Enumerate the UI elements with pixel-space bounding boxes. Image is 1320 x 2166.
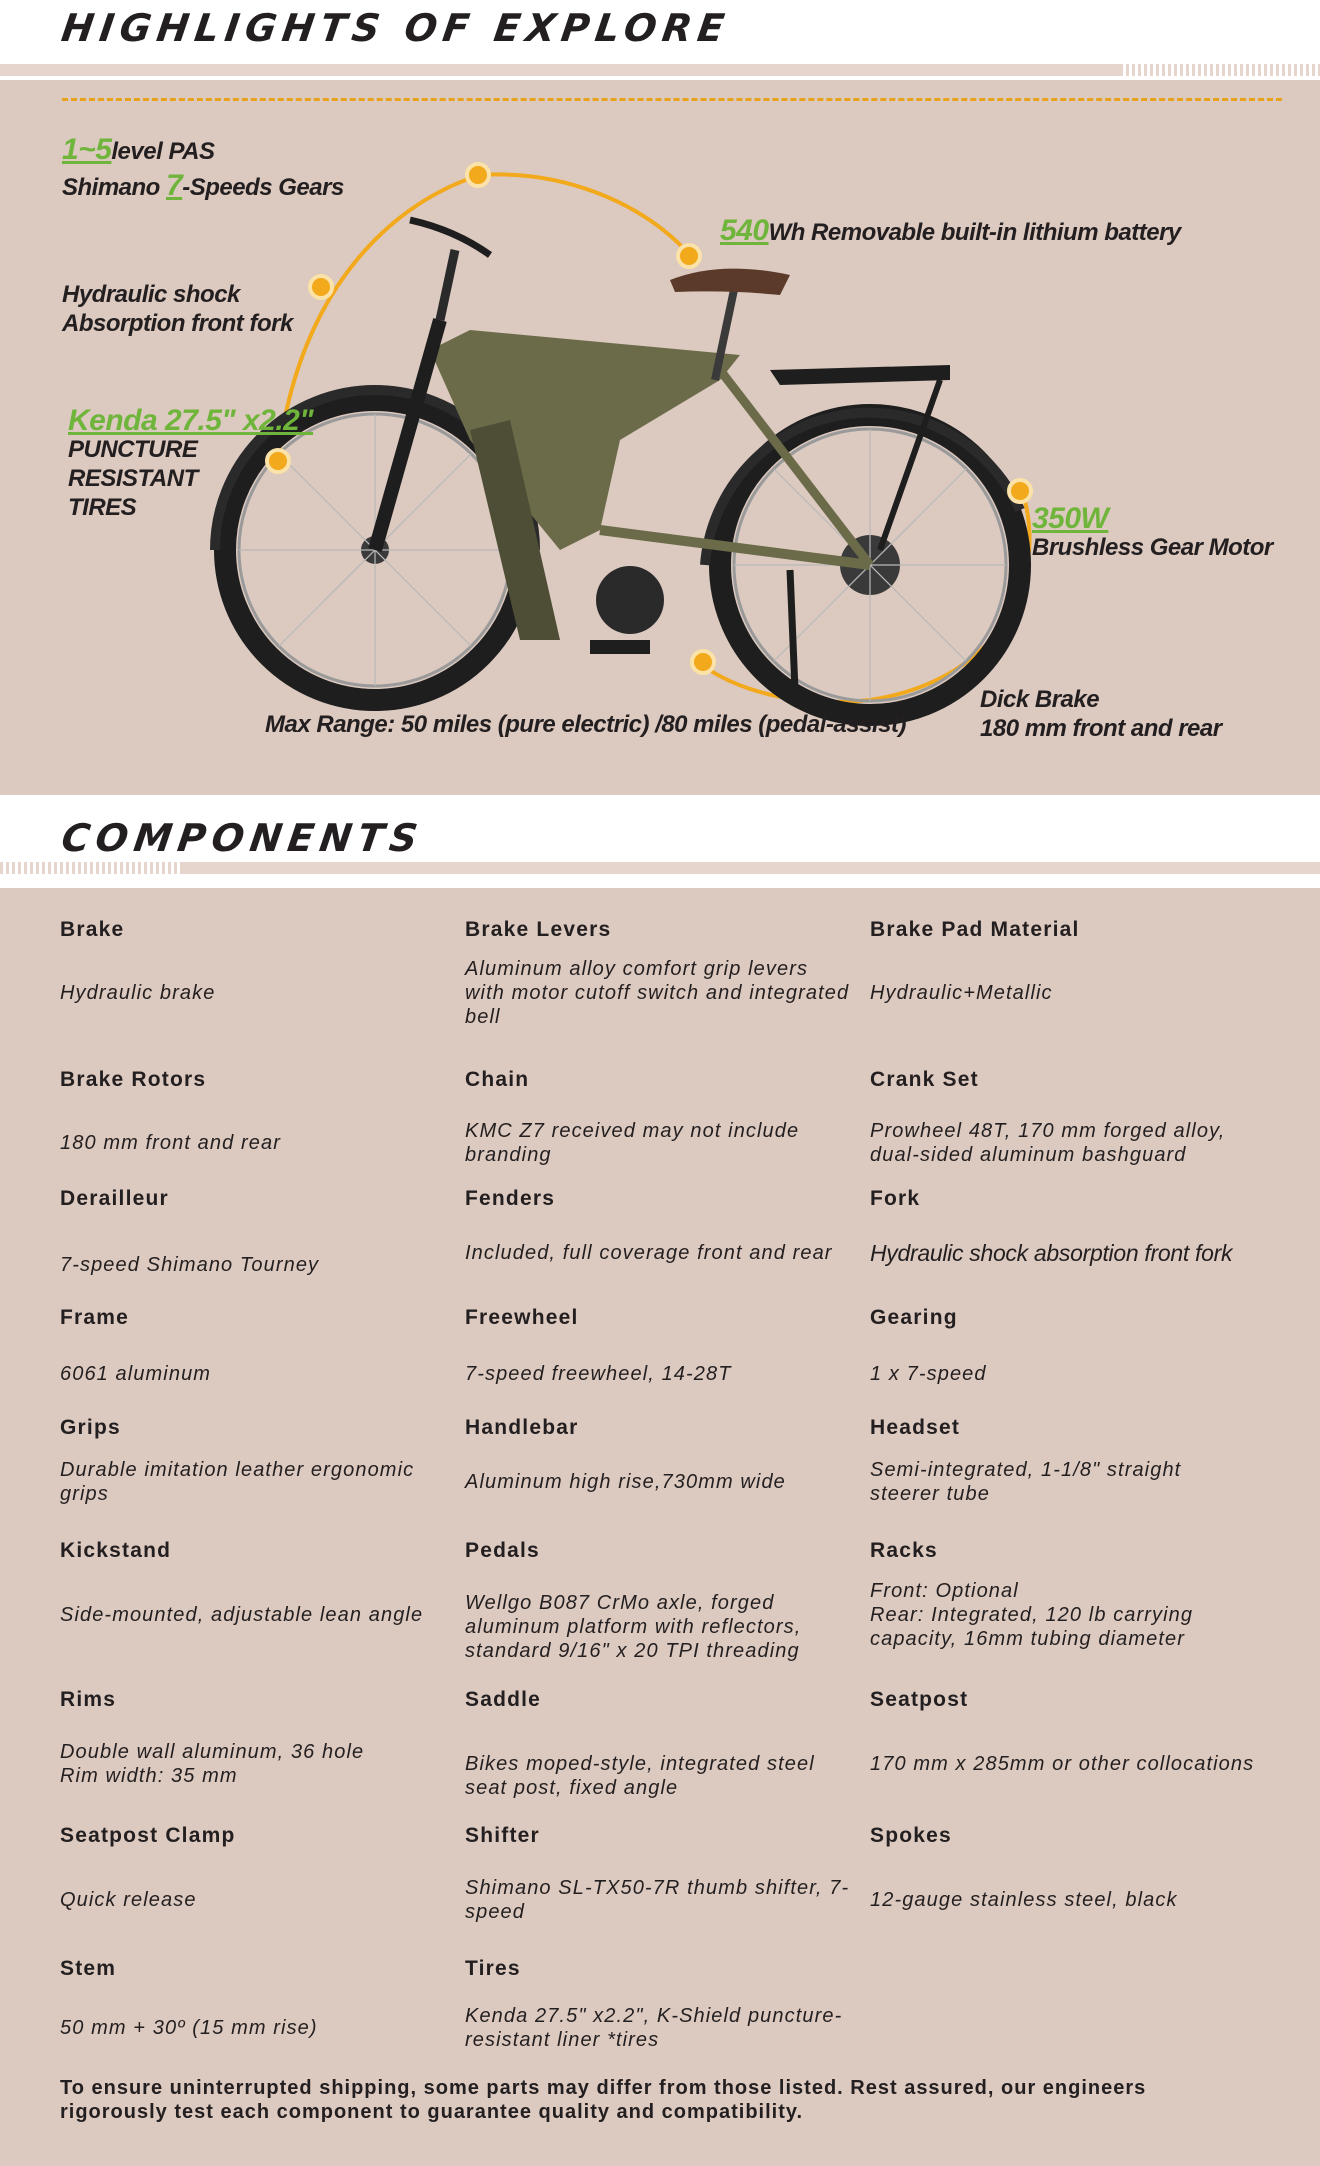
components-title: COMPONENTS <box>58 816 427 860</box>
spec-value: Hydraulic brake <box>60 982 216 1004</box>
spec-name: Fork <box>870 1187 921 1210</box>
spec-value: Included, full coverage front and rear <box>465 1242 833 1264</box>
spec-name: Grips <box>60 1416 121 1439</box>
spec-value: 50 mm + 30º (15 mm rise) <box>60 2017 318 2039</box>
pas-callout: 1~5level PAS <box>62 133 215 166</box>
spec-value: Kenda 27.5" x2.2", K-Shield puncture-resistant liner *tires <box>465 2005 843 2051</box>
highlights-title: HIGHLIGHTS OF EXPLORE <box>58 6 733 50</box>
spec-value: Bikes moped-style, integrated steel seat post, fixed angle <box>465 1753 815 1799</box>
spec-name: Handlebar <box>465 1416 579 1439</box>
spec-name: Pedals <box>465 1539 540 1562</box>
spec-name: Spokes <box>870 1824 952 1847</box>
spec-name: Headset <box>870 1416 961 1439</box>
spec-value: Shimano SL-TX50-7R thumb shifter, 7-speed <box>465 1877 850 1923</box>
spec-name: Gearing <box>870 1306 958 1329</box>
components-panel <box>0 888 1320 2166</box>
spec-name: Freewheel <box>465 1306 579 1329</box>
spec-value: Side-mounted, adjustable lean angle <box>60 1604 424 1626</box>
spec-name: Brake <box>60 918 125 941</box>
spec-value: KMC Z7 received may not include branding <box>465 1120 800 1166</box>
spec-value: 7-speed freewheel, 14-28T <box>465 1363 732 1385</box>
spec-name: Tires <box>465 1957 521 1980</box>
spec-value: Front: Optional Rear: Integrated, 120 lb carrying capacity, 16mm tubing diameter <box>870 1580 1194 1650</box>
spec-name: Brake Rotors <box>60 1068 207 1091</box>
spec-name: Brake Pad Material <box>870 918 1080 941</box>
spec-value: 180 mm front and rear <box>60 1132 281 1154</box>
brake-callout: Dick Brake 180 mm front and rear <box>980 686 1222 742</box>
callout-dot <box>1007 478 1033 504</box>
gears-callout: Shimano 7-Speeds Gears <box>62 169 344 202</box>
spec-name: Brake Levers <box>465 918 612 941</box>
spec-name: Frame <box>60 1306 130 1329</box>
callout-dot <box>690 649 716 675</box>
spec-name: Stem <box>60 1957 117 1980</box>
spec-name: Derailleur <box>60 1187 169 1210</box>
tire-callout: Kenda 27.5" x2.2" PUNCTURE RESISTANT TIRES <box>68 404 314 521</box>
spec-name: Racks <box>870 1539 938 1562</box>
spec-value: 6061 aluminum <box>60 1363 212 1385</box>
spec-value: Durable imitation leather ergonomic grips <box>60 1459 415 1505</box>
spec-value: 1 x 7-speed <box>870 1363 987 1385</box>
spec-value: Aluminum high rise,730mm wide <box>465 1471 786 1493</box>
spec-value: Quick release <box>60 1889 197 1911</box>
spec-name: Shifter <box>465 1824 540 1847</box>
spec-value: Prowheel 48T, 170 mm forged alloy, dual-sided aluminum bashguard <box>870 1120 1226 1166</box>
highlights-panel <box>0 80 1320 795</box>
spec-value: 170 mm x 285mm or other collocations <box>870 1753 1255 1775</box>
range-callout: Max Range: 50 miles (pure electric) /80 miles (pedal-assist) <box>265 711 906 738</box>
spec-name: Seatpost Clamp <box>60 1824 236 1847</box>
fork-callout: Hydraulic shock Absorption front fork <box>62 281 293 337</box>
spec-value: Wellgo B087 CrMo axle, forged aluminum platform with reflectors, standard 9/16" x 20 TPI threading <box>465 1592 802 1662</box>
spec-name: Crank Set <box>870 1068 979 1091</box>
battery-callout: 540Wh Removable built-in lithium battery <box>720 214 1181 247</box>
spec-value: Hydraulic+Metallic <box>870 982 1053 1004</box>
spec-name: Rims <box>60 1688 117 1711</box>
spec-value: 7-speed Shimano Tourney <box>60 1254 320 1276</box>
spec-name: Seatpost <box>870 1688 969 1711</box>
spec-value: Hydraulic shock absorption front fork <box>870 1240 1233 1266</box>
divider <box>0 862 1320 874</box>
spec-value: Semi-integrated, 1-1/8" straight steerer tube <box>870 1459 1182 1505</box>
motor-callout: 350W Brushless Gear Motor <box>1032 502 1273 561</box>
spec-value: Aluminum alloy comfort grip levers with motor cutoff switch and integrated bell <box>465 958 850 1028</box>
spec-value: Double wall aluminum, 36 hole Rim width: 35 mm <box>60 1741 365 1787</box>
spec-name: Kickstand <box>60 1539 172 1562</box>
footnote: To ensure uninterrupted shipping, some parts may differ from those listed. Rest assured, our engineers rigorously test each component to guarantee quality and compatibility. <box>60 2077 1147 2123</box>
spec-name: Fenders <box>465 1187 556 1210</box>
divider <box>0 64 1320 76</box>
spec-value: 12-gauge stainless steel, black <box>870 1889 1178 1911</box>
callout-dot <box>308 274 334 300</box>
spec-name: Saddle <box>465 1688 542 1711</box>
spec-name: Chain <box>465 1068 530 1091</box>
callout-dot <box>676 243 702 269</box>
callout-dot <box>465 162 491 188</box>
